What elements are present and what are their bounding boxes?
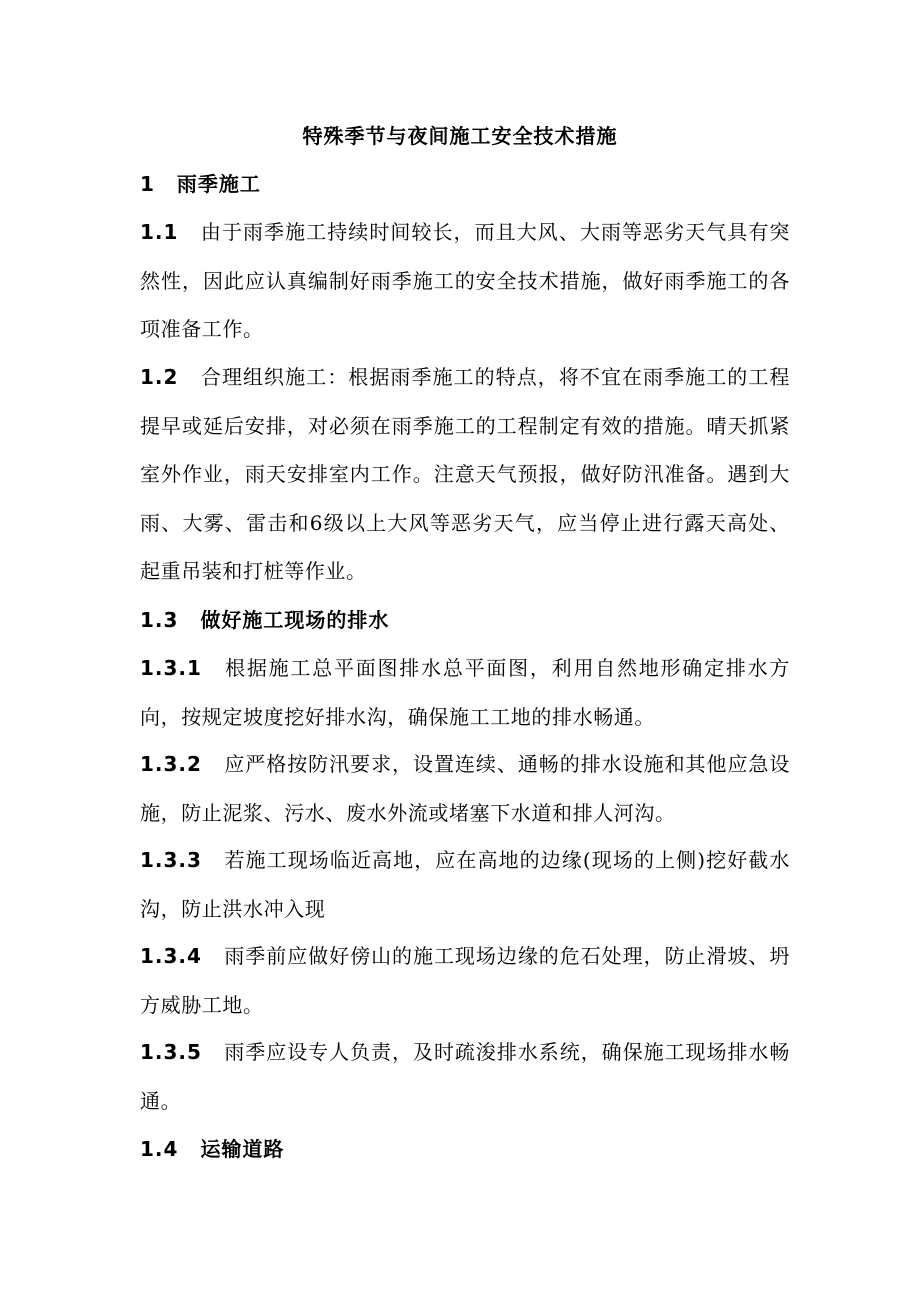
document-title: 特殊季节与夜间施工安全技术措施 (302, 124, 618, 148)
section-heading-1-3 (140, 602, 389, 638)
section-number: 1.3 (140, 608, 179, 632)
section-number: 1.3.3 (140, 848, 202, 872)
section-heading-text: 雨季施工 (176, 172, 261, 196)
paragraph-text: 根据施工总平面图排水总平面图，利用自然地形确定排水方向，按规定坡度挖好排水沟，确保施工工地的排水畅通。 (140, 656, 790, 729)
paragraph-1-3-5 (140, 1028, 790, 1125)
paragraph-text: 由于雨季施工持续时间较长，而且大风、大雨等恶劣天气具有突然性，因此应认真编制好雨季施工的安全技术措施，做好雨季施工的各项准备工作。 (140, 220, 790, 341)
section-heading-1-4 (140, 1131, 284, 1167)
section-number: 1.2 (140, 365, 179, 389)
paragraph-1-3-1 (140, 644, 790, 741)
paragraph-1-3-4 (140, 932, 790, 1029)
section-number: 1.3.1 (140, 656, 202, 680)
paragraph-text: 若施工现场临近高地，应在高地的边缘(现场的上侧)挖好截水沟，防止洪水冲入现 (140, 848, 790, 921)
section-number: 1.1 (140, 220, 179, 244)
paragraph-text: 雨季应设专人负责，及时疏浚排水系统，确保施工现场排水畅通。 (140, 1040, 790, 1113)
section-heading-text: 运输道路 (200, 1137, 285, 1161)
paragraph-1-2 (140, 353, 790, 596)
section-number: 1.3.4 (140, 944, 202, 968)
paragraph-text: 合理组织施工：根据雨季施工的特点，将不宜在雨季施工的工程提早或延后安排，对必须在雨季施工的工程制定有效的措施。晴天抓紧室外作业，雨天安排室内工作。注意天气预报，做好防汛准备。遇到大雨、大雾、雷击和6级以上大风等恶劣天气，应当停止进行露天高处、起重吊装和打桩等作业。 (140, 365, 790, 583)
section-number: 1.4 (140, 1137, 179, 1161)
section-heading-text: 做好施工现场的排水 (200, 608, 390, 632)
paragraph-1-1 (140, 208, 790, 354)
section-heading-1 (140, 166, 261, 202)
section-number: 1.3.5 (140, 1040, 202, 1064)
paragraph-text: 应严格按防汛要求，设置连续、通畅的排水设施和其他应急设施，防止泥浆、污水、废水外流或堵塞下水道和排人河沟。 (140, 752, 790, 825)
section-number: 1 (140, 172, 155, 196)
paragraph-1-3-2 (140, 740, 790, 837)
section-number: 1.3.2 (140, 752, 202, 776)
paragraph-1-3-3 (140, 836, 790, 933)
paragraph-text: 雨季前应做好傍山的施工现场边缘的危石处理，防止滑坡、坍方威胁工地。 (140, 944, 790, 1017)
